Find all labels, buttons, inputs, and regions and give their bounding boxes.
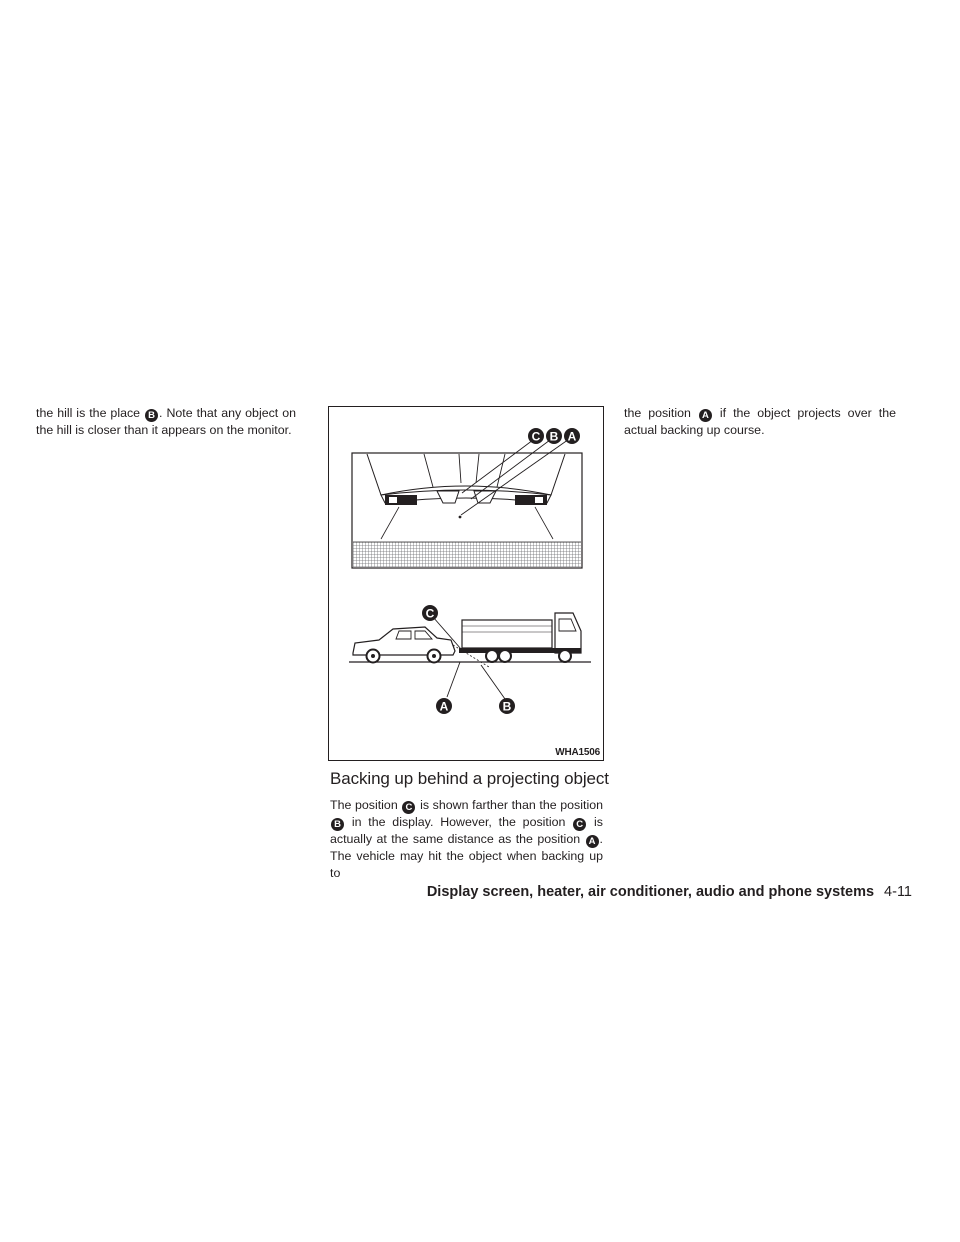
- paragraph-projecting: [330, 797, 603, 881]
- label-a-side-text: A: [439, 699, 449, 714]
- paragraph-continued: [624, 405, 896, 439]
- text-fragment: is actually at the same distance as the position: [330, 815, 603, 846]
- right-column-text: [624, 405, 896, 439]
- text-fragment: . Note that any object on the hill is closer than it appears on the monitor.: [36, 406, 296, 437]
- marker-c-icon: C: [402, 801, 415, 814]
- text-fragment: the position: [624, 406, 691, 420]
- paragraph-hill: [36, 405, 296, 439]
- page-footer: [427, 884, 912, 900]
- marker-b-icon: B: [331, 818, 344, 831]
- section-body: [330, 797, 603, 881]
- text-fragment: The position: [330, 798, 398, 812]
- marker-b-icon: B: [145, 409, 158, 422]
- label-c-text: C: [531, 429, 541, 444]
- text-fragment: in the display. However, the position: [351, 815, 566, 829]
- text-fragment: is shown farther than the position: [420, 798, 603, 812]
- monitor-view: [352, 428, 582, 568]
- rear-camera-figure: [328, 406, 604, 761]
- label-b-text: B: [549, 429, 559, 444]
- figure-illustration: [329, 407, 605, 762]
- footer-chapter-title: Display screen, heater, air conditioner, audio and phone systems: [426, 884, 875, 900]
- label-c-side-text: C: [425, 606, 435, 621]
- marker-a-icon: A: [586, 835, 599, 848]
- footer-page-number: 4-11: [884, 884, 912, 900]
- figure-code: WHA1506: [555, 747, 600, 758]
- label-b-side-text: B: [502, 699, 512, 714]
- text-fragment: the hill is the place: [36, 406, 141, 420]
- marker-a-icon: A: [699, 409, 712, 422]
- label-a-text: A: [567, 429, 577, 444]
- left-column-text: [36, 405, 296, 439]
- text-fragment: if the object projects over the actual backing up course.: [624, 406, 896, 437]
- text-fragment: . The vehicle may hit the object when backing up to: [330, 832, 603, 880]
- section-heading: Backing up behind a projecting object: [330, 769, 609, 788]
- side-view: [349, 605, 591, 714]
- marker-c-icon: C: [573, 818, 586, 831]
